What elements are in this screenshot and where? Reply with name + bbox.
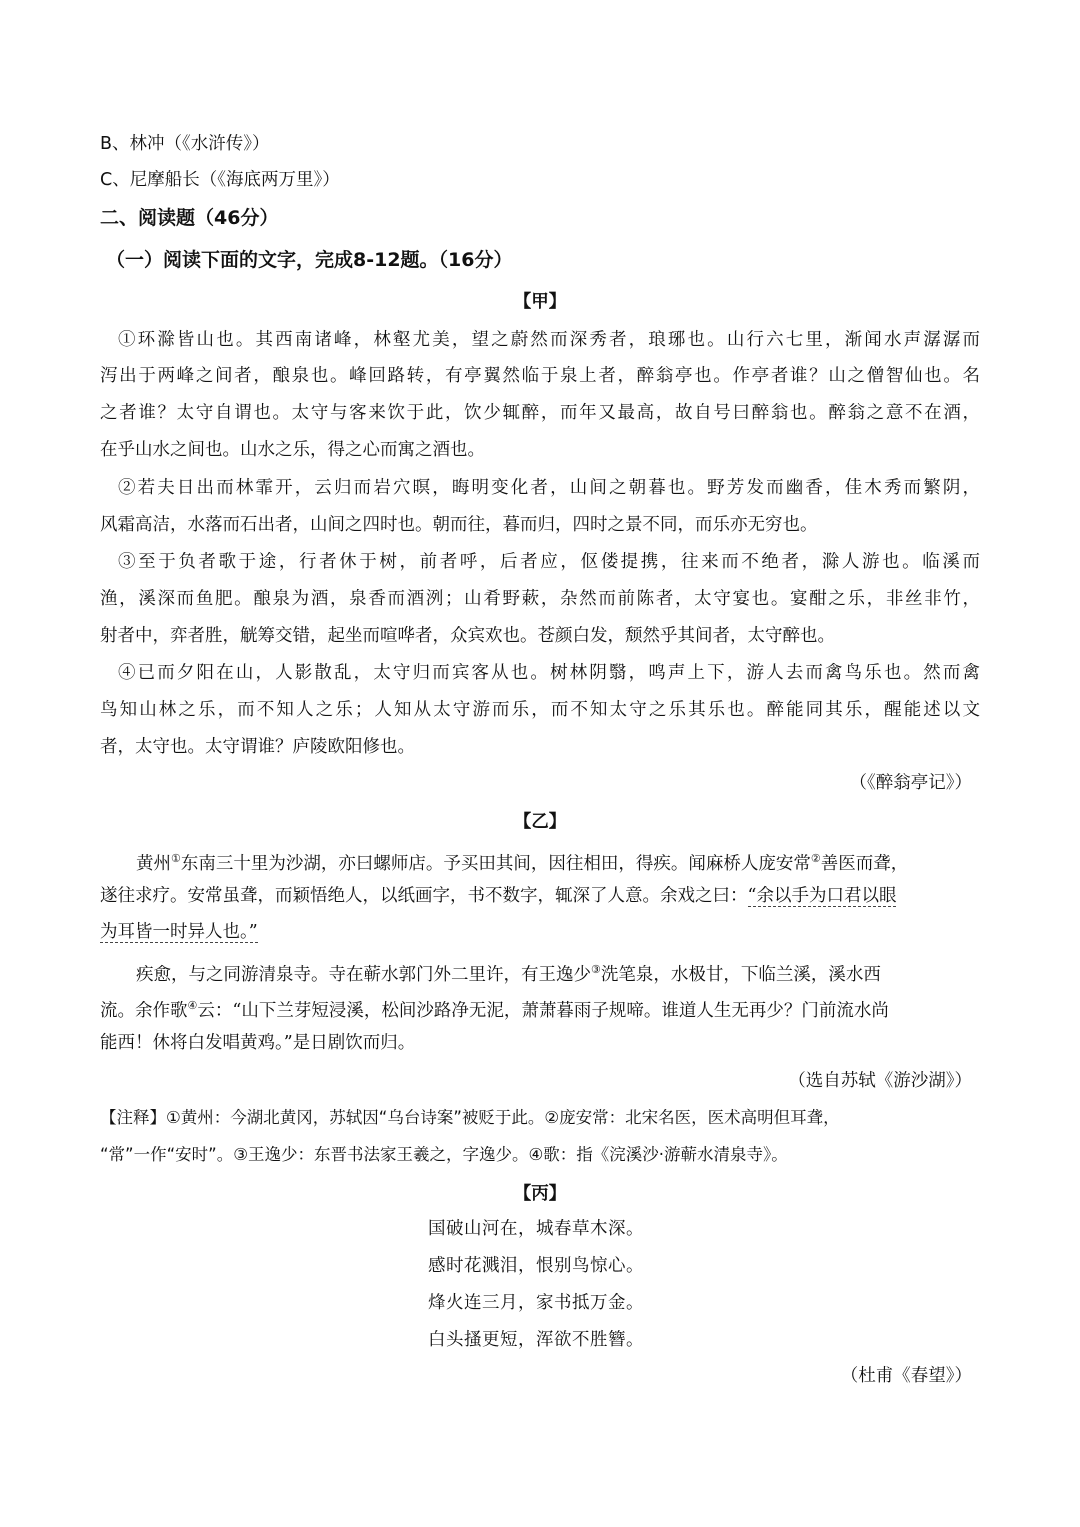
jia-line-11: 鸟知山林之乐，而不知人之乐；人知从太守游而乐，而不知太守之乐其乐也。醉能同其乐，醒能述以文 [100, 700, 980, 720]
jia-line-10: ④已而夕阳在山，人影散乱，太守归而宾客从也。树林阴翳，鸣声上下，游人去而禽鸟乐也。然而禽 [118, 663, 980, 683]
underlined-quote-start: “余以手为口君以眼 [747, 886, 897, 906]
jia-line-1: ①环滁皆山也。其西南诸峰，林壑尤美，望之蔚然而深秀者，琅琊也。山行六七里，渐闻水声潺潺而 [118, 330, 980, 350]
yi-line-1 [136, 847, 980, 876]
option-c: C、尼摩船长（《海底两万里》） [100, 170, 340, 190]
poem-verse-2: 感时花溅泪，恨别鸟惊心。 [428, 1256, 644, 1276]
jia-line-7: ③至于负者歌于途，行者休于树，前者呼，后者应，伛偻提携，往来而不绝者，滁人游也。临溪而 [118, 552, 980, 572]
jia-line-2: 泻出于两峰之间者，酿泉也。峰回路转，有亭翼然临于泉上者，醉翁亭也。作亭者谁？山之僧智仙也。名 [100, 366, 980, 386]
notes-line-1: 【注释】①黄州：今湖北黄冈，苏轼因“乌台诗案”被贬于此。②庞安常：北宋名医，医术高明但耳聋， [100, 1108, 840, 1127]
yi-line-1-part-a: 黄州 [136, 853, 171, 874]
yi-line-4-part-a: 疾愈，与之同游清泉寺。寺在蕲水郭门外二里许，有王逸少 [136, 964, 591, 985]
footnote-marker-4: ④ [187, 999, 198, 1012]
yi-line-5-part-b: 云：“山下兰芽短浸溪，松间沙路净无泥，萧萧暮雨子规啼。谁道人生无再少？门前流水尚 [197, 1000, 889, 1021]
underlined-quote-end: 为耳皆一时异人也。” [100, 922, 258, 942]
poem-verse-3: 烽火连三月，家书抵万金。 [428, 1293, 644, 1313]
passage-yi-label: 【乙】 [513, 812, 567, 832]
yi-line-4 [136, 958, 980, 987]
bing-source: （杜甫《春望》） [840, 1366, 972, 1386]
poem-verse-4: 白头搔更短，浑欲不胜簪。 [428, 1330, 644, 1350]
jia-line-5: ②若夫日出而林霏开，云归而岩穴暝，晦明变化者，山间之朝暮也。野芳发而幽香，佳木秀而繁阴， [118, 478, 980, 498]
passage-jia-label: 【甲】 [513, 292, 567, 312]
yi-line-2 [100, 884, 985, 908]
footnote-marker-1: ① [171, 852, 181, 865]
passage-bing-label: 【丙】 [513, 1184, 567, 1204]
jia-line-4: 在乎山水之间也。山水之乐，得之心而寓之酒也。 [100, 440, 485, 460]
yi-source: （选自苏轼《游沙湖》） [788, 1071, 972, 1091]
yi-line-5 [100, 994, 985, 1023]
yi-line-4-part-b: 洗笔泉，水极甘，下临兰溪，溪水西 [600, 964, 881, 985]
jia-line-12: 者，太守也。太守谓谁？庐陵欧阳修也。 [100, 737, 415, 757]
notes-line-2: “常”一作“安时”。③王逸少：东晋书法家王羲之，字逸少。④歌：指《浣溪沙·游蕲水清泉寺》。 [100, 1145, 788, 1164]
yi-line-1-part-b: 东南三十里为沙湖，亦曰螺师店。予买田其间，因往相田，得疾。闻麻桥人庞安常 [180, 853, 811, 874]
yi-line-5-part-a: 流。余作歌 [100, 1000, 188, 1021]
section-heading: 二、阅读题（46分） [100, 207, 279, 229]
jia-line-9: 射者中，弈者胜，觥筹交错，起坐而喧哗者，众宾欢也。苍颜白发，颓然乎其间者，太守醉也。 [100, 626, 835, 646]
option-b: B、林冲（《水浒传》） [100, 134, 270, 154]
footnote-marker-2: ② [810, 852, 821, 865]
jia-line-8: 渔，溪深而鱼肥。酿泉为酒，泉香而酒洌；山肴野蔌，杂然而前陈者，太守宴也。宴酣之乐，非丝非竹， [100, 589, 980, 609]
yi-line-2-text: 遂往求疗。安常虽聋，而颖悟绝人，以纸画字，书不数字，辄深了人意。余戏之曰： [100, 886, 748, 906]
yi-line-3 [100, 920, 985, 944]
footnote-marker-3: ③ [591, 963, 601, 976]
jia-line-6: 风霜高洁，水落而石出者，山间之四时也。朝而往，暮而归，四时之景不同，而乐亦无穷也。 [100, 515, 818, 535]
poem-verse-1: 国破山河在，城春草木深。 [428, 1219, 644, 1239]
jia-line-3: 之者谁？太守自谓也。太守与客来饮于此，饮少辄醉，而年又最高，故自号曰醉翁也。醉翁之意不在酒， [100, 403, 980, 423]
jia-source: （《醉翁亭记》） [849, 773, 972, 793]
yi-line-1-part-c: 善医而聋， [820, 853, 909, 874]
section-subheading: （一）阅读下面的文字，完成8-12题。（16分） [106, 249, 513, 271]
yi-line-6: 能西！休将白发唱黄鸡。”是日剧饮而归。 [100, 1033, 416, 1053]
